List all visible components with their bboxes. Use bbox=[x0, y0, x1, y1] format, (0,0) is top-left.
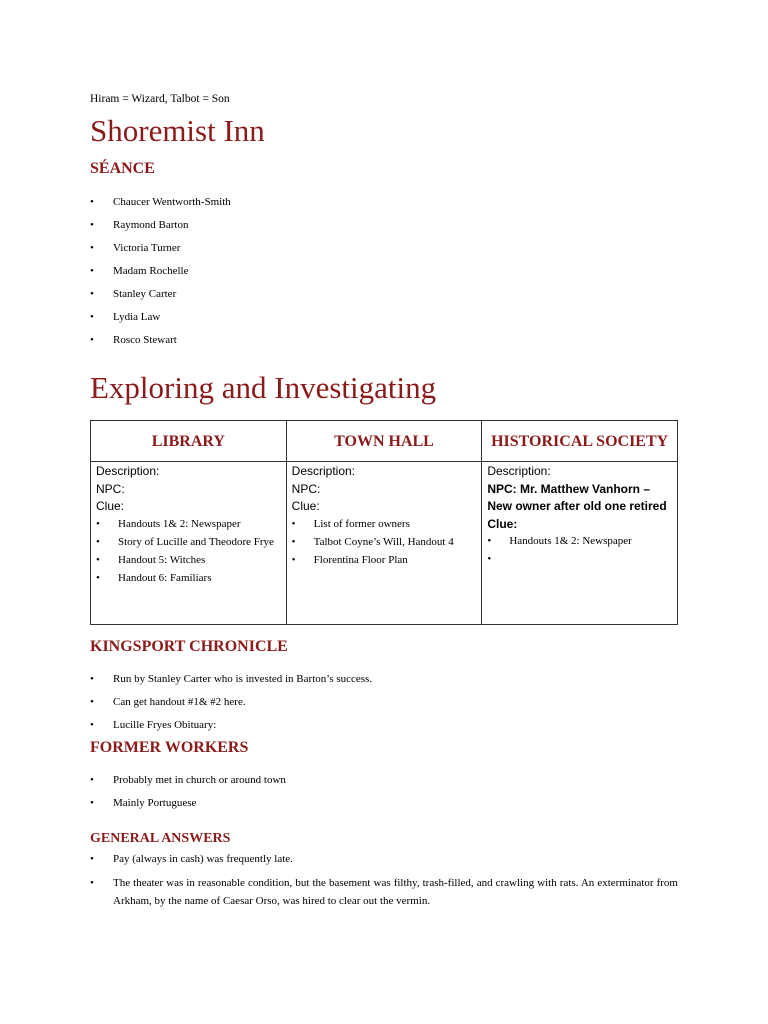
npc-line bbox=[487, 481, 672, 516]
former-workers-heading: FORMER WORKERS bbox=[90, 739, 249, 756]
npc-label: NPC: bbox=[96, 481, 125, 496]
list-item: • Can get handout #1& #2 here. bbox=[90, 696, 372, 719]
general-answers-heading: GENERAL ANSWERS bbox=[90, 831, 231, 846]
seance-list bbox=[90, 196, 231, 357]
column-header-library: LIBRARY bbox=[91, 421, 287, 462]
clue-label: Clue: bbox=[291, 499, 320, 513]
list-item: • Florentina Floor Plan bbox=[292, 552, 477, 568]
list-item: • Madam Rochelle bbox=[90, 265, 231, 288]
character-note: Hiram = Wizard, Talbot = Son bbox=[90, 93, 230, 105]
table-row bbox=[91, 462, 678, 625]
historical-clue-list bbox=[487, 533, 672, 567]
npc-label: NPC: bbox=[291, 481, 321, 496]
list-item: • Lydia Law bbox=[90, 311, 231, 334]
list-item bbox=[487, 551, 672, 567]
list-item: • Probably met in church or around town bbox=[90, 774, 286, 797]
list-item: • Handouts 1& 2: Newspaper bbox=[96, 516, 281, 532]
list-item: • Stanley Carter bbox=[90, 288, 231, 311]
list-item: • Talbot Coyne’s Will, Handout 4 bbox=[292, 534, 477, 550]
seance-heading: SÉANCE bbox=[90, 160, 155, 177]
column-header-historical-society: HISTORICAL SOCIETY bbox=[482, 421, 678, 462]
historical-society-cell bbox=[482, 462, 678, 625]
clue-label: Clue: bbox=[96, 499, 125, 513]
list-item: • Lucille Fryes Obituary: bbox=[90, 719, 372, 742]
list-item: • Story of Lucille and Theodore Frye bbox=[96, 534, 281, 550]
description-label: Description: bbox=[96, 464, 160, 478]
list-item: • Handout 5: Witches bbox=[96, 552, 281, 568]
page-title: Shoremist Inn bbox=[90, 113, 265, 148]
clue-label: Clue: bbox=[487, 516, 518, 531]
library-cell bbox=[91, 462, 287, 625]
library-clue-list bbox=[96, 516, 281, 586]
investigation-table bbox=[90, 420, 678, 625]
list-item: • Run by Stanley Carter who is invested in Barton’s success. bbox=[90, 673, 372, 696]
description-label: Description: bbox=[487, 464, 551, 478]
list-item: • Rosco Stewart bbox=[90, 334, 231, 357]
description-label: Description: bbox=[291, 464, 356, 478]
list-item: • Victoria Turner bbox=[90, 242, 231, 265]
table-header-row bbox=[91, 421, 678, 462]
list-item: • Chaucer Wentworth-Smith bbox=[90, 196, 231, 219]
general-answers-list bbox=[90, 850, 678, 910]
npc-value: Mr. Matthew Vanhorn – New owner after old one retired bbox=[487, 481, 667, 513]
npc-label: NPC: bbox=[487, 481, 517, 496]
list-item: • Pay (always in cash) was frequently late. bbox=[90, 850, 678, 868]
list-item: • The theater was in reasonable condition, but the basement was filthy, trash-filled, and crawling with rats. An exterminator from Arkham, by the name of Caesar Orso, was hired to clear out the vermin. bbox=[90, 874, 678, 910]
list-item: • List of former owners bbox=[292, 516, 477, 532]
list-item: • Handout 6: Familiars bbox=[96, 570, 281, 586]
list-item: • Raymond Barton bbox=[90, 219, 231, 242]
list-item: • Mainly Portuguese bbox=[90, 797, 286, 820]
column-header-town-hall: TOWN HALL bbox=[286, 421, 482, 462]
former-workers-list bbox=[90, 774, 286, 820]
town-hall-clue-list bbox=[292, 516, 477, 568]
list-item: • Handouts 1& 2: Newspaper bbox=[487, 533, 672, 549]
kingsport-heading: KINGSPORT CHRONICLE bbox=[90, 638, 288, 655]
town-hall-cell bbox=[286, 462, 482, 625]
kingsport-list bbox=[90, 673, 372, 742]
exploring-heading: Exploring and Investigating bbox=[90, 370, 437, 405]
